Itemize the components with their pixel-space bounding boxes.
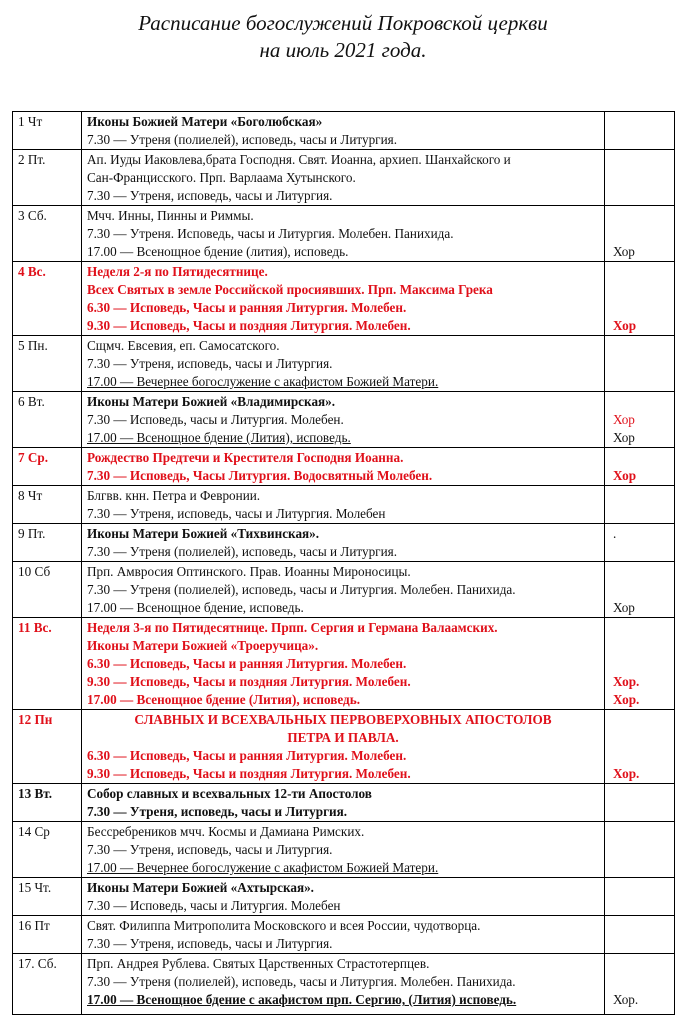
choir-cell (605, 878, 675, 916)
services-cell (82, 524, 605, 562)
feast-name: Иконы Божией Матери «Боголюбская» (87, 114, 323, 129)
day-cell: 2 Пт. (13, 150, 82, 206)
choir-cell (605, 784, 675, 822)
service-line: 7.30 — Утреня, исповедь, часы и Литургия. (87, 188, 333, 203)
table-row (13, 916, 675, 954)
service-line: 7.30 — Исповедь, часы и Литургия. Молебен (87, 898, 341, 913)
table-row (13, 392, 675, 448)
service-line: 17.00 — Вечернее богослужение с акафистом Божией Матери. (87, 860, 439, 875)
feast-name: Иконы Матери Божией «Ахтырская». (87, 880, 314, 895)
service-line: 7.30 — Утреня, исповедь, часы и Литургия. (87, 356, 333, 371)
services-cell (82, 486, 605, 524)
day-cell: 17. Сб. (13, 954, 82, 1015)
feast-name: СЛАВНЫХ И ВСЕХВАЛЬНЫХ ПЕРВОВЕРХОВНЫХ АПОСТОЛОВ (134, 712, 552, 727)
choir-cell (605, 112, 675, 150)
day-cell: 3 Сб. (13, 206, 82, 262)
service-line: 7.30 — Утреня, исповедь, часы и Литургия. (87, 936, 333, 951)
choir-mark: . (613, 526, 617, 541)
choir-label: Хор. (613, 992, 639, 1007)
day-cell: 9 Пт. (13, 524, 82, 562)
services-cell (82, 150, 605, 206)
feast-name: Неделя 2-я по Пятидесятнице. (87, 264, 268, 279)
choir-cell (605, 448, 675, 486)
services-cell (82, 916, 605, 954)
feast-name: Неделя 3-я по Пятидесятнице. Прпп. Сергия и Германа Валаамских. (87, 620, 498, 635)
feast-name: Свят. Филиппа Митрополита Московского и всея России, чудотворца. (87, 918, 481, 933)
service-line: 9.30 — Исповедь, Часы и поздняя Литургия. Молебен. (87, 318, 411, 333)
service-line: 7.30 — Утреня, исповедь, часы и Литургия. (87, 842, 333, 857)
table-row (13, 524, 675, 562)
service-line: 17.00 — Всенощное бдение (Лития), исповедь. (87, 430, 351, 445)
table-row (13, 784, 675, 822)
day-cell: 10 Сб (13, 562, 82, 618)
service-line: 7.30 — Исповедь, часы и Литургия. Молебен. (87, 412, 344, 427)
choir-cell (605, 562, 675, 618)
feast-name: Рождество Предтечи и Крестителя Господня Иоанна. (87, 450, 404, 465)
choir-label: Хор (613, 244, 635, 259)
feast-name: Мчч. Инны, Пинны и Риммы. (87, 208, 254, 223)
choir-label: Хор (613, 318, 637, 333)
services-cell (82, 822, 605, 878)
feast-name: ПЕТРА И ПАВЛА. (287, 730, 399, 745)
choir-cell (605, 822, 675, 878)
choir-label: Хор. (613, 766, 640, 781)
service-line: 6.30 — Исповедь, Часы и ранняя Литургия. Молебен. (87, 748, 407, 763)
feast-name: Иконы Матери Божией «Тихвинская». (87, 526, 320, 541)
choir-label: Хор (613, 430, 635, 445)
service-line: 7.30 — Утреня. Исповедь, часы и Литургия. Молебен. Панихида. (87, 226, 454, 241)
service-line: 7.30 — Утреня, исповедь, часы и Литургия. Молебен (87, 506, 386, 521)
services-cell (82, 206, 605, 262)
table-row (13, 206, 675, 262)
service-line: 7.30 — Утреня (полиелей), исповедь, часы и Литургия. (87, 132, 397, 147)
feast-name: Прп. Андрея Рублева. Святых Царственных Страстотерпцев. (87, 956, 430, 971)
table-row (13, 618, 675, 710)
feast-name: Прп. Амвросия Оптинского. Прав. Иоанны Мироносицы. (87, 564, 411, 579)
services-cell (82, 878, 605, 916)
choir-label: Хор. (613, 674, 640, 689)
services-cell (82, 710, 605, 784)
feast-name: Иконы Матери Божией «Троеручица». (87, 638, 319, 653)
table-row (13, 262, 675, 336)
table-row (13, 954, 675, 1015)
day-cell: 15 Чт. (13, 878, 82, 916)
choir-cell (605, 336, 675, 392)
feast-name: Всех Святых в земле Российской просиявших. Прп. Максима Грека (87, 282, 493, 297)
choir-cell (605, 524, 675, 562)
service-line: 17.00 — Всенощное бдение, исповедь. (87, 600, 304, 615)
table-row (13, 336, 675, 392)
day-cell: 14 Ср (13, 822, 82, 878)
choir-cell (605, 486, 675, 524)
service-line: 17.00 — Всенощное бдение (лития), исповедь. (87, 244, 349, 259)
table-row (13, 112, 675, 150)
table-row (13, 448, 675, 486)
service-line: 6.30 — Исповедь, Часы и ранняя Литургия. Молебен. (87, 656, 407, 671)
day-cell: 6 Вт. (13, 392, 82, 448)
service-line: 9.30 — Исповедь, Часы и поздняя Литургия. Молебен. (87, 674, 411, 689)
page-subtitle: на июль 2021 года. (259, 38, 427, 62)
services-cell (82, 392, 605, 448)
services-cell (82, 562, 605, 618)
table-row (13, 562, 675, 618)
day-cell: 1 Чт (13, 112, 82, 150)
feast-name: Иконы Матери Божией «Владимирская». (87, 394, 336, 409)
services-cell (82, 448, 605, 486)
choir-cell (605, 916, 675, 954)
services-cell (82, 336, 605, 392)
service-line: 17.00 — Вечернее богослужение с акафистом Божией Матери. (87, 374, 439, 389)
choir-cell (605, 392, 675, 448)
table-row (13, 878, 675, 916)
day-cell: 11 Вс. (13, 618, 82, 710)
services-cell (82, 784, 605, 822)
feast-name: Сан-Францисского. Прп. Варлаама Хутынского. (87, 170, 356, 185)
day-cell: 7 Ср. (13, 448, 82, 486)
feast-name: Бессребреников мчч. Космы и Дамиана Римских. (87, 824, 365, 839)
table-row (13, 710, 675, 784)
feast-name: Ап. Иуды Иаковлева,брата Господня. Свят. Иоанна, архиеп. Шанхайского и (87, 152, 511, 167)
choir-label: Хор. (613, 692, 640, 707)
services-cell (82, 954, 605, 1015)
service-line: 7.30 — Исповедь, Часы Литургия. Водосвятный Молебен. (87, 468, 433, 483)
day-cell: 13 Вт. (13, 784, 82, 822)
day-cell: 16 Пт (13, 916, 82, 954)
services-cell (82, 618, 605, 710)
choir-cell (605, 954, 675, 1015)
choir-cell (605, 618, 675, 710)
choir-cell (605, 710, 675, 784)
feast-name: Блгвв. кнн. Петра и Февронии. (87, 488, 261, 503)
service-line: 7.30 — Утреня, исповедь, часы и Литургия. (87, 804, 348, 819)
feast-name: Собор славных и всехвальных 12-ти Апостолов (87, 786, 372, 801)
choir-label: Хор (613, 412, 635, 427)
service-line: 17.00 — Всенощное бдение (Лития), исповедь. (87, 692, 360, 707)
choir-label: Хор (613, 468, 637, 483)
choir-cell (605, 206, 675, 262)
day-cell: 5 Пн. (13, 336, 82, 392)
services-cell (82, 262, 605, 336)
day-cell: 12 Пн (13, 710, 82, 784)
page-title: Расписание богослужений Покровской церкви (138, 11, 548, 35)
service-line: 7.30 — Утреня (полиелей), исповедь, часы и Литургия. (87, 544, 397, 559)
table-row (13, 150, 675, 206)
day-cell: 8 Чт (13, 486, 82, 524)
table-row (13, 486, 675, 524)
choir-cell (605, 262, 675, 336)
day-cell: 4 Вс. (13, 262, 82, 336)
table-row (13, 822, 675, 878)
services-cell (82, 112, 605, 150)
service-line: 7.30 — Утреня (полиелей), исповедь, часы и Литургия. Молебен. Панихида. (87, 974, 516, 989)
feast-name: Сщмч. Евсевия, еп. Самосатского. (87, 338, 280, 353)
choir-cell (605, 150, 675, 206)
choir-label: Хор (613, 600, 635, 615)
schedule-table (12, 111, 675, 1015)
service-line: 6.30 — Исповедь, Часы и ранняя Литургия. Молебен. (87, 300, 407, 315)
service-line: 7.30 — Утреня (полиелей), исповедь, часы и Литургия. Молебен. Панихида. (87, 582, 516, 597)
service-line: 17.00 — Всенощное бдение с акафистом прп. Сергию, (Лития) исповедь. (87, 992, 517, 1007)
service-line: 9.30 — Исповедь, Часы и поздняя Литургия. Молебен. (87, 766, 411, 781)
